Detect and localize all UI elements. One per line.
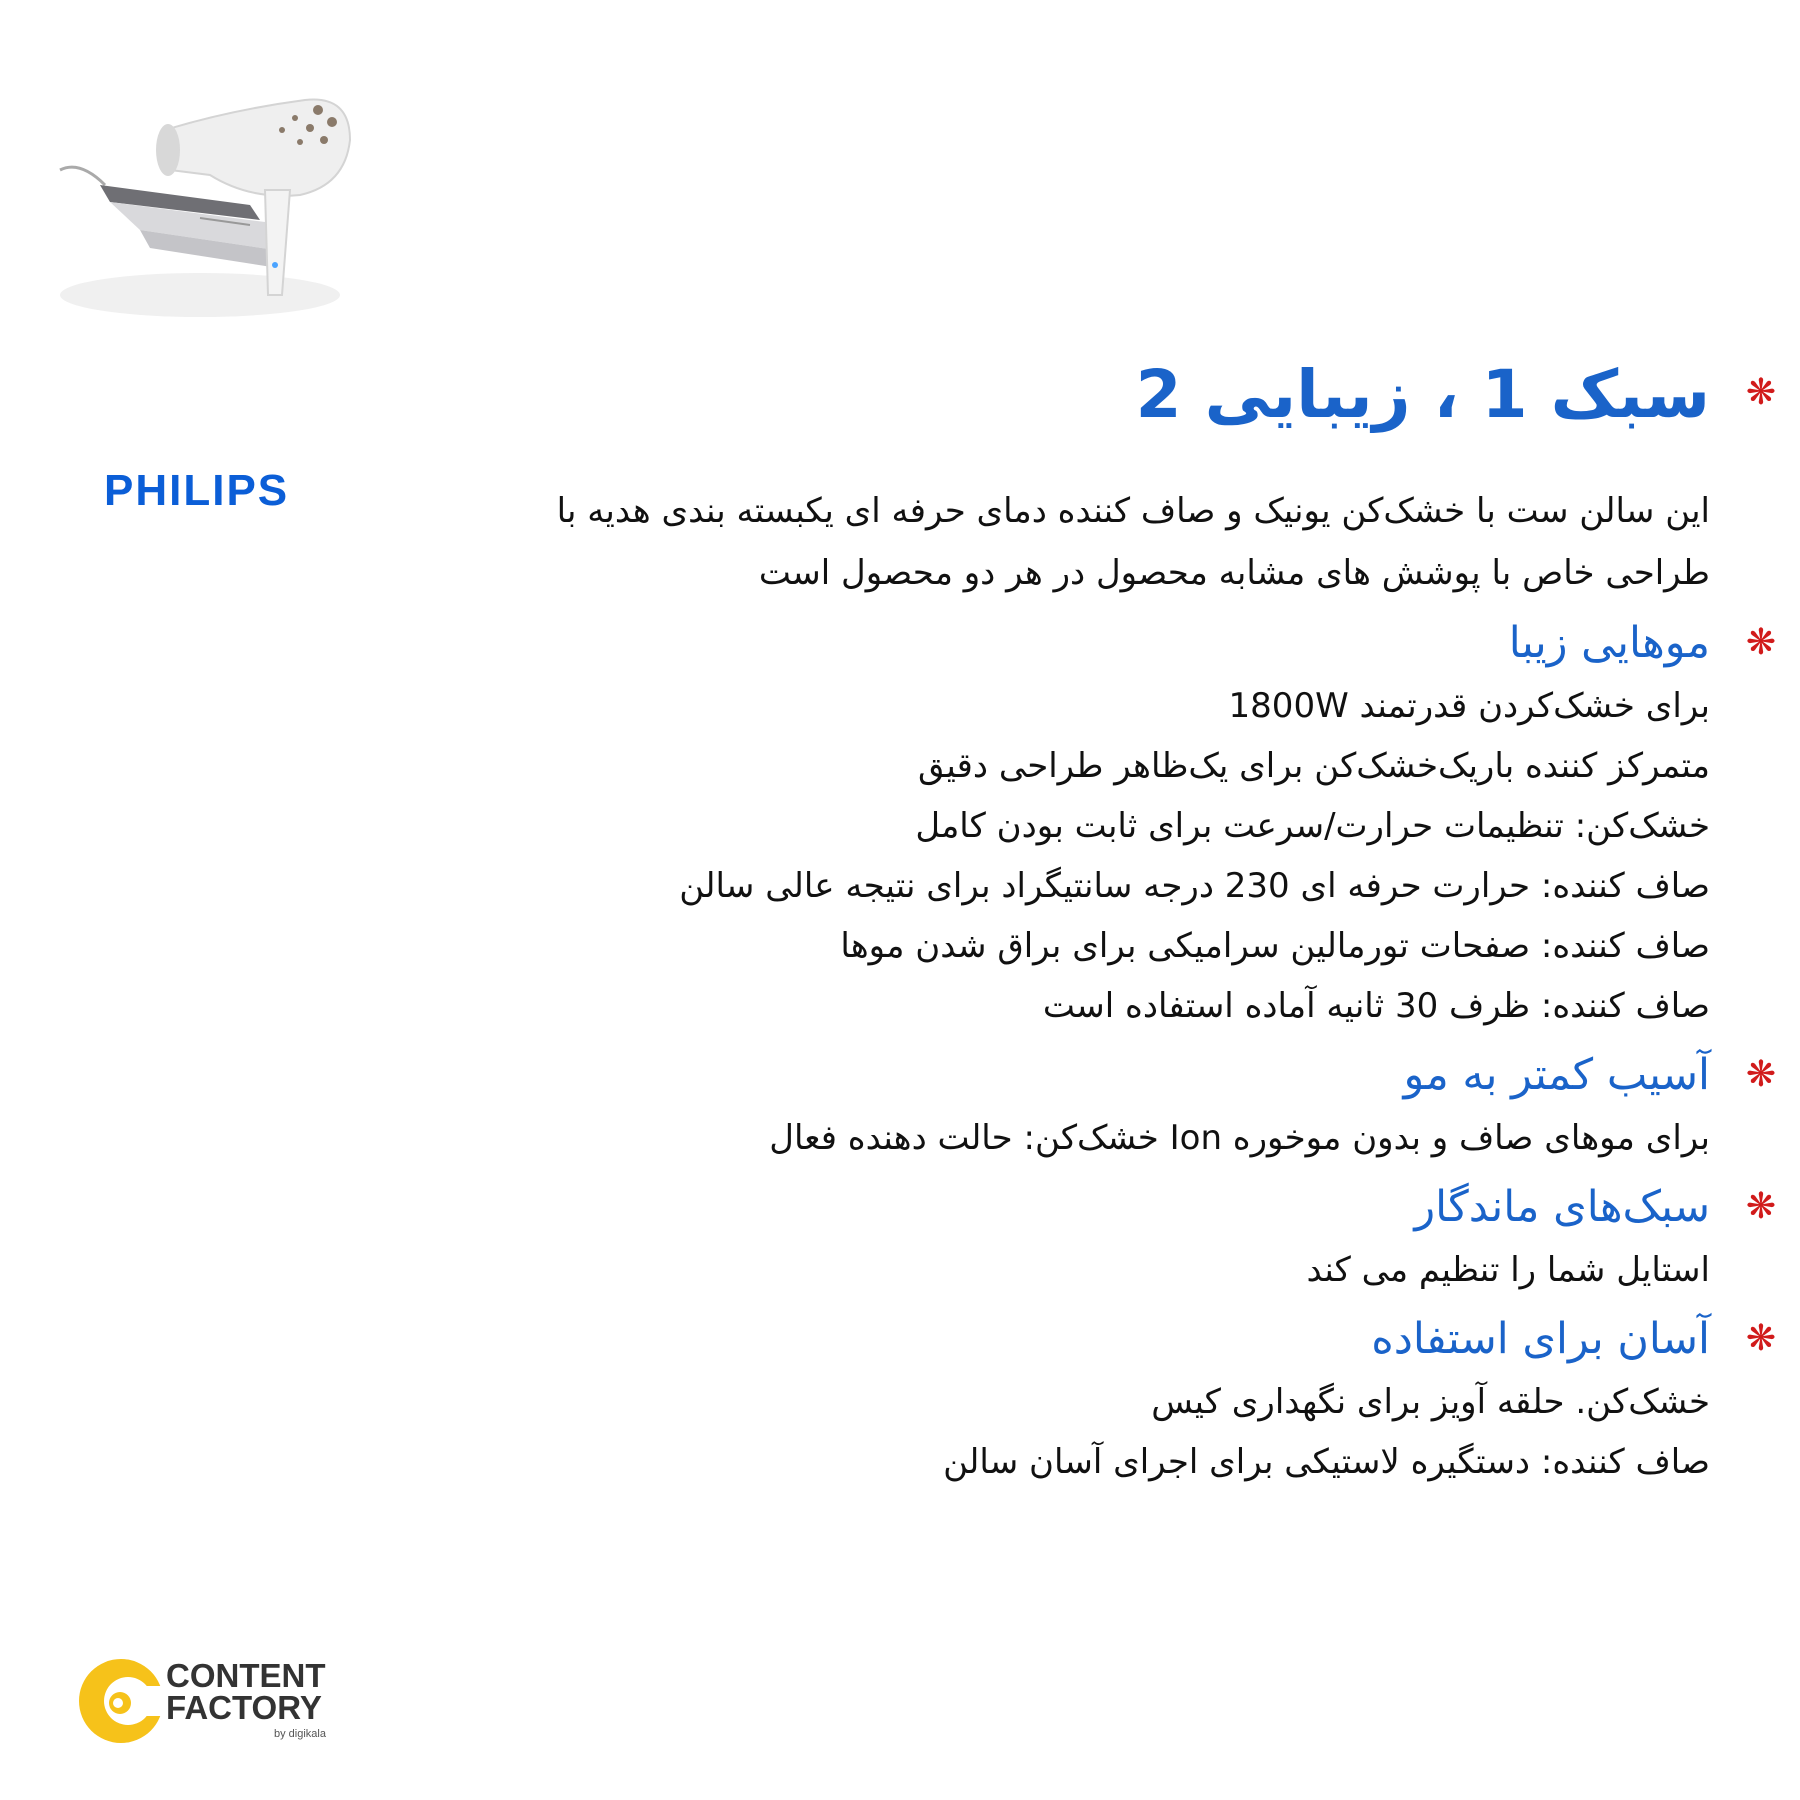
- feature-line: برای خشک‌کردن قدرتمند 1800W: [1228, 686, 1710, 726]
- content-factory-logo-icon: [76, 1656, 166, 1746]
- title-row: [450, 350, 1776, 440]
- bullet-icon: ❋: [1745, 1318, 1776, 1359]
- feature-line: متمرکز کننده باریک‌خشک‌کن برای یک‌ظاهر طراحی دقیق: [918, 746, 1710, 786]
- section-heading-beautiful-hair: [450, 610, 1776, 676]
- intro-text: این سالن ست با خشک‌کن یونیک و صاف کننده دمای حرفه ای یکبسته بندی هدیه با طراحی خاص با پوشش های مشابه محصول در هر دو محصول است: [556, 491, 1710, 593]
- feature-line: خشک‌کن. حلقه آویز برای نگهداری کیس: [1151, 1382, 1710, 1422]
- logo-wordmark: [166, 1657, 326, 1726]
- content-factory-logo: [76, 1650, 336, 1750]
- feature-line: برای موهای صاف و بدون موخوره Ion خشک‌کن: حالت دهنده فعال: [769, 1118, 1710, 1158]
- logo-line-2: FACTORY: [166, 1689, 322, 1726]
- section-heading-label: آسیب کمتر به مو: [1403, 1050, 1710, 1100]
- page-title: سبک 1 ، زیبایی 2: [1135, 356, 1710, 433]
- feature-line: صاف کننده: حرارت حرفه ای 230 درجه سانتیگراد برای نتیجه عالی سالن: [679, 866, 1710, 906]
- feature-line: صاف کننده: ظرف 30 ثانیه آماده استفاده است: [1042, 986, 1710, 1026]
- straightener-icon: [100, 185, 278, 268]
- bullet-icon: ❋: [1745, 1186, 1776, 1227]
- bullet-icon: ❋: [1745, 1054, 1776, 1095]
- brand-logo: PHILIPS: [104, 466, 290, 515]
- section-heading-easy-to-use: [450, 1306, 1776, 1372]
- bullet-icon: ❋: [1745, 622, 1776, 663]
- feature-line: استایل شما را تنظیم می کند: [1306, 1250, 1710, 1290]
- feature-list: [450, 350, 1776, 1492]
- logo-line-1: CONTENT: [166, 1657, 326, 1694]
- section-heading-lasting-styles: [450, 1174, 1776, 1240]
- section-heading-label: سبک‌های ماندگار: [1414, 1182, 1710, 1232]
- section-heading-label: موهایی زیبا: [1508, 618, 1710, 668]
- product-image: [50, 90, 370, 330]
- feature-line: صاف کننده: دستگیره لاستیکی برای اجرای آسان سالن: [943, 1442, 1710, 1482]
- section-heading-label: آسان برای استفاده: [1371, 1314, 1710, 1364]
- section-heading-less-damage: [450, 1042, 1776, 1108]
- bullet-icon: ❋: [1745, 372, 1776, 413]
- feature-line: صاف کننده: صفحات تورمالین سرامیکی برای براق شدن موها: [840, 926, 1710, 966]
- feature-line: خشک‌کن: تنظیمات حرارت/سرعت برای ثابت بودن کامل: [915, 806, 1710, 846]
- logo-by-text: by digikala: [274, 1728, 326, 1740]
